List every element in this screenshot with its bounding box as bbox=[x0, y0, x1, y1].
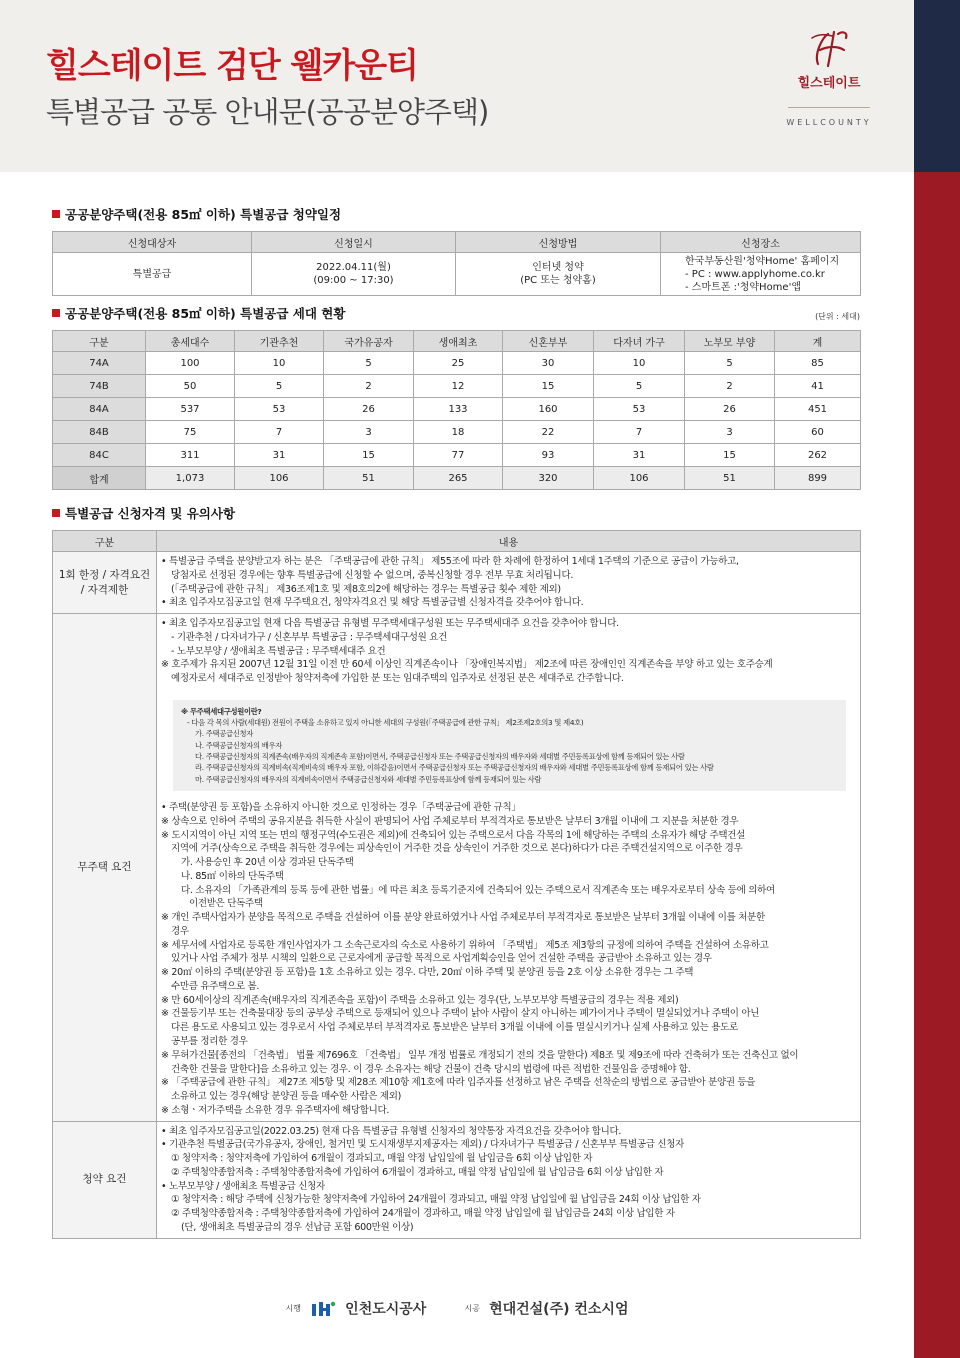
table-cell: 53 bbox=[594, 398, 685, 421]
content-line: • 주택(분양권 등 포함)을 소유하지 아니한 것으로 인정하는 경우「주택공급에 관한 규칙」 bbox=[161, 801, 521, 813]
row-label: 합계 bbox=[53, 467, 146, 490]
note-line: 라. 주택공급신청자의 직계비속(직계비속의 배우자 포함, 이하같음)이면서 주택공급신청자 또는 주택공급신청자의 배우자와 세대별 주민등록표상에 함께 등재되어 있는 사람 bbox=[195, 763, 714, 773]
bullet-square-icon bbox=[52, 509, 60, 517]
row-label: 84B bbox=[53, 421, 146, 444]
table-cell: 60 bbox=[775, 421, 861, 444]
content-line: ※ 무허가건물[종전의 「건축법」 법률 제7696호 「건축법」 일부 개정 법률로 개정되기 전의 것을 말한다) 제8조 및 제9조에 따라 건축허가 또는 건축신고 없이 bbox=[161, 1049, 799, 1061]
note-title: ※ 무주택세대구성원이란? bbox=[181, 706, 262, 716]
note-line: 다. 주택공급신청자의 직계존속(배우자의 직계존속 포함)이면서, 주택공급신청자 또는 주택공급신청자의 배우자와 세대별 주민등록표상에 함께 등재되어 있는 사람 bbox=[195, 752, 685, 762]
content-line: ※ 소형ㆍ저가주택을 소유한 경우 유주택자에 해당합니다. bbox=[161, 1104, 390, 1116]
executor-name: 인천도시공사 bbox=[345, 1301, 427, 1318]
hillstate-logo bbox=[774, 28, 884, 148]
table-header-cell: 신청장소 bbox=[661, 232, 861, 253]
side-strip-burgundy bbox=[914, 172, 960, 1358]
quals-title-text: 특별공급 신청자격 및 유의사항 bbox=[65, 506, 236, 521]
page-subtitle: 특별공급 공통 안내문(공공분양주택) bbox=[46, 95, 489, 129]
content-line: ※ 도시지역이 아닌 지역 또는 면의 행정구역(수도권은 제외)에 건축되어 있는 주택으로서 다음 각목의 1에 해당하는 주택의 소유자가 해당 주택건설 bbox=[161, 829, 746, 841]
logo-divider bbox=[788, 107, 870, 108]
table-cell: 899 bbox=[775, 467, 861, 490]
table-cell: 5 bbox=[685, 352, 775, 375]
table-row bbox=[53, 375, 861, 398]
table-cell: 26 bbox=[685, 398, 775, 421]
content-line: • 최초 입주자모집공고일 현재 다음 특별공급 유형별 무주택세대구성원 또는 무주택세대주 요건을 갖추어야 합니다. bbox=[161, 618, 619, 630]
table-cell: 262 bbox=[775, 444, 861, 467]
quals-row-no-house bbox=[53, 614, 861, 1122]
row-content bbox=[157, 614, 861, 1122]
content-line: • 노부모부양 / 생애최초 특별공급 신청자 bbox=[161, 1180, 325, 1192]
content-line: • 특별공급 주택을 분양받고자 하는 분은 「주택공급에 관한 규칙」 제55조에 따라 한 차례에 한정하여 1세대 1주택의 기준으로 공급이 가능하고, bbox=[161, 556, 739, 567]
table-cell: 75 bbox=[146, 421, 235, 444]
table-cell: 15 bbox=[685, 444, 775, 467]
schedule-method-sub: (PC 또는 청약홈) bbox=[520, 275, 596, 286]
table-header-cell: 기관추천 bbox=[235, 331, 324, 352]
table-header-cell: 생애최초 bbox=[414, 331, 503, 352]
content-line: 당첨자로 선정된 경우에는 향후 특별공급에 신청할 수 없으며, 중복신청할 경우 전부 무효 처리됩니다. bbox=[171, 569, 574, 581]
table-cell: 2 bbox=[324, 375, 414, 398]
side-color-strip bbox=[914, 0, 960, 1358]
row-label-line: / 자격제한 bbox=[80, 583, 129, 596]
content-line: - 기관추천 / 다자녀가구 / 신혼부부 특별공급 : 무주택세대구성원 요건 bbox=[171, 631, 447, 643]
content-line: 경우 bbox=[171, 925, 189, 937]
logo-text-en: WELLCOUNTY bbox=[786, 118, 872, 127]
table-row bbox=[53, 444, 861, 467]
page-header bbox=[0, 0, 914, 172]
row-label: 청약 요건 bbox=[53, 1121, 157, 1238]
schedule-section-title bbox=[52, 205, 860, 223]
schedule-time-line: (09:00 ~ 17:30) bbox=[313, 275, 394, 286]
row-label: 무주택 요건 bbox=[53, 614, 157, 1122]
table-cell: 311 bbox=[146, 444, 235, 467]
table-cell: 265 bbox=[414, 467, 503, 490]
units-title-text: 공공분양주택(전용 85㎡ 이하) 특별공급 세대 현황 bbox=[65, 306, 346, 321]
bullet-square-icon bbox=[52, 210, 60, 218]
note-line: 나. 주택공급신청자의 배우자 bbox=[195, 740, 283, 750]
content-line: ※ 세무서에 사업자로 등록한 개인사업자가 그 소속근로자의 숙소로 사용하기 위하여 「주택법」 제5조 제3항의 규정에 의하여 주택을 건설하여 소유하고 bbox=[161, 939, 769, 951]
note-line: - 다음 각 목의 사람(세대원) 전원이 주택을 소유하고 있지 아니한 세대의 구성원(「주택공급에 관한 규칙」 제2조제2호의3 및 제4호) bbox=[187, 718, 584, 728]
content-line: ① 청약저축 : 청약저축에 가입하여 6개월이 경과되고, 매월 약정 납입일에 월 납입금을 6회 이상 납입한 자 bbox=[171, 1153, 593, 1165]
schedule-method-line: 인터넷 청약 bbox=[532, 262, 584, 273]
table-cell: 12 bbox=[414, 375, 503, 398]
table-header-cell: 구분 bbox=[53, 331, 146, 352]
table-header-cell: 다자녀 가구 bbox=[594, 331, 685, 352]
content-line: • 최초 입주자모집공고일(2022.03.25) 현재 다음 특별공급 유형별 신청자의 청약통장 자격요건을 갖추어야 합니다. bbox=[161, 1125, 622, 1137]
table-cell: 30 bbox=[503, 352, 594, 375]
table-cell: 26 bbox=[324, 398, 414, 421]
row-content bbox=[157, 552, 861, 614]
content-line: ② 주택청약종합저축 : 주택청약종합저축에 가입하여 6개월이 경과하고, 매월 약정 납입일에 월 납입금을 6회 이상 납입한 자 bbox=[171, 1166, 664, 1178]
content-line: - 노부모부양 / 생애최초 특별공급 : 무주택세대주 요건 bbox=[171, 645, 386, 657]
schedule-row bbox=[53, 253, 861, 296]
content-line: 다른 용도로 사용되고 있는 경우로서 사업 주체로부터 부적격자로 통보받은 날부터 3개월 이내에 이를 멸실시키거나 실제 사용하고 있는 용도로 bbox=[171, 1022, 738, 1034]
executor-label: 시행 bbox=[285, 1304, 301, 1313]
page-footer bbox=[0, 1298, 914, 1322]
quals-table bbox=[52, 530, 861, 1239]
table-cell: 2 bbox=[685, 375, 775, 398]
quals-row-limit bbox=[53, 552, 861, 614]
schedule-date-line: 2022.04.11(월) bbox=[316, 262, 391, 273]
table-header-cell: 국가유공자 bbox=[324, 331, 414, 352]
content-line: 소유하고 있는 경우(해당 분양권 등을 매수한 사람은 제외) bbox=[171, 1091, 402, 1103]
table-cell: 85 bbox=[775, 352, 861, 375]
content-line: 다. 소유자의 「가족관계의 등록 등에 관한 법률」에 따른 최초 등록기준지에 건축되어 있는 주택으로서 직계존속 또는 배우자로부터 상속 등에 의하여 bbox=[181, 884, 775, 896]
note-line: 마. 주택공급신청자의 배우자의 직계비속이면서 주택공급신청자와 세대별 주민등록표상에 함께 등재되어 있는 사람 bbox=[195, 774, 542, 784]
table-cell: 320 bbox=[503, 467, 594, 490]
schedule-title-text: 공공분양주택(전용 85㎡ 이하) 특별공급 청약일정 bbox=[65, 207, 342, 222]
hillstate-h-icon bbox=[804, 28, 854, 70]
table-cell: 10 bbox=[594, 352, 685, 375]
table-cell: 53 bbox=[235, 398, 324, 421]
quals-section-title bbox=[52, 504, 860, 522]
content-line: ※ 20㎡ 이하의 주택(분양권 등 포함)을 1호 소유하고 있는 경우. 다만, 20㎡ 이하 주택 및 분양권 등을 2호 이상 소유한 경우는 그 주택 bbox=[161, 967, 694, 979]
table-cell: 7 bbox=[594, 421, 685, 444]
table-cell: 25 bbox=[414, 352, 503, 375]
table-cell: 5 bbox=[594, 375, 685, 398]
table-cell: 5 bbox=[324, 352, 414, 375]
content-line: 공부를 정리한 경우 bbox=[171, 1035, 248, 1047]
content-line: ※ 개인 주택사업자가 분양을 목적으로 주택을 건설하여 이를 분양 완료하였거나 사업 주체로부터 부적격자로 통보받은 날부터 3개월 이내에 이를 처분한 bbox=[161, 912, 765, 924]
content-line: 건축한 건물을 말한다]을 소유하고 있는 경우. 이 경우 소유자는 해당 건물이 건축 당시의 법령에 따른 적법한 건물임을 증명해야 함. bbox=[171, 1063, 691, 1075]
table-cell: 537 bbox=[146, 398, 235, 421]
definition-note-box bbox=[173, 700, 846, 791]
content-line: (「주택공급에 관한 규칙」 제36조제1호 및 제8호의2에 해당하는 경우는 특별공급 횟수 제한 제외) bbox=[171, 583, 561, 595]
content-line: ② 주택청약종합저축 : 주택청약종합저축에 가입하여 24개월이 경과하고, 매월 약정 납입일에 월 납입금을 24회 이상 납입한 자 bbox=[171, 1208, 675, 1220]
table-header-cell: 내용 bbox=[157, 531, 861, 552]
table-row bbox=[53, 352, 861, 375]
table-cell: 10 bbox=[235, 352, 324, 375]
row-label: 84C bbox=[53, 444, 146, 467]
content-line: 수만큼 유주택으로 봄. bbox=[171, 980, 260, 992]
schedule-method bbox=[456, 253, 661, 296]
table-cell: 15 bbox=[324, 444, 414, 467]
table-header-cell: 구분 bbox=[53, 531, 157, 552]
content-line: (단, 생애최초 특별공급의 경우 선납금 포함 600만원 이상) bbox=[181, 1221, 414, 1233]
quals-row-account bbox=[53, 1121, 861, 1238]
row-label bbox=[53, 552, 157, 614]
content-line: ※ 건물등기부 또는 건축물대장 등의 공부상 주택으로 등재되어 있으나 주택이 낡아 사람이 살지 아니하는 폐가이거나 주택이 멸실되었거나 주택이 아닌 bbox=[161, 1008, 760, 1020]
content-line: • 최초 입주자모집공고일 현재 무주택요건, 청약자격요건 및 해당 특별공급별 신청자격을 갖추어야 합니다. bbox=[161, 597, 584, 609]
table-cell: 77 bbox=[414, 444, 503, 467]
table-header-cell: 계 bbox=[775, 331, 861, 352]
table-header-cell: 신혼부부 bbox=[503, 331, 594, 352]
row-label: 74A bbox=[53, 352, 146, 375]
content-line: ※ 호주제가 유지된 2007년 12월 31일 이전 만 60세 이상인 직계존속이나 「장애인복지법」 제2조에 따른 장애인인 직계존속을 부양 하고 있는 호주승계 bbox=[161, 659, 773, 671]
table-cell: 100 bbox=[146, 352, 235, 375]
main-content bbox=[52, 205, 860, 1239]
content-line: 가. 사용승인 후 20년 이상 경과된 단독주택 bbox=[181, 857, 354, 869]
schedule-table bbox=[52, 231, 861, 296]
table-cell: 50 bbox=[146, 375, 235, 398]
units-table bbox=[52, 330, 861, 490]
note-line: 가. 주택공급신청자 bbox=[195, 729, 254, 739]
logo-text-ko: 힐스테이트 bbox=[797, 76, 861, 91]
table-cell: 133 bbox=[414, 398, 503, 421]
table-header-cell: 신청대상자 bbox=[53, 232, 252, 253]
table-cell: 106 bbox=[235, 467, 324, 490]
table-cell: 7 bbox=[235, 421, 324, 444]
table-cell: 5 bbox=[235, 375, 324, 398]
table-cell: 15 bbox=[503, 375, 594, 398]
schedule-date bbox=[252, 253, 456, 296]
content-line: 예정자로서 세대주로 인정받아 청약저축에 가입한 분 또는 임대주택의 입주자로 선정된 분은 세대주로 간주합니다. bbox=[171, 673, 624, 685]
content-line: 지역에 거주(상속으로 주택을 취득한 경우에는 피상속인이 거주한 것을 상속인이 거주한 것으로 본다)하다가 다른 주택건설지역으로 이주한 경우 bbox=[171, 843, 743, 855]
page-title: 힐스테이트 검단 웰카운티 bbox=[46, 46, 418, 86]
table-cell: 93 bbox=[503, 444, 594, 467]
table-cell: 22 bbox=[503, 421, 594, 444]
schedule-place-pc: - PC : www.applyhome.co.kr bbox=[685, 268, 825, 280]
builder-name: 현대건설(주) 컨소시엄 bbox=[489, 1301, 629, 1318]
table-cell: 160 bbox=[503, 398, 594, 421]
content-line: 있거나 사업 주체가 정부 시책의 일환으로 근로자에게 공급할 목적으로 사업계획승인을 얻어 건설한 주택을 공급받아 소유하고 있는 경우 bbox=[171, 953, 712, 965]
table-cell: 3 bbox=[685, 421, 775, 444]
schedule-place-line: 한국부동산원'청약Home' 홈페이지 bbox=[685, 255, 840, 267]
bullet-square-icon bbox=[52, 309, 60, 317]
units-unit-note: (단위 : 세대) bbox=[815, 312, 860, 321]
builder-label: 시공 bbox=[464, 1304, 480, 1313]
schedule-target: 특별공급 bbox=[53, 253, 252, 296]
table-cell: 31 bbox=[594, 444, 685, 467]
content-line: ※ 상속으로 인하여 주택의 공유지분을 취득한 사실이 판명되어 사업 주체로부터 부적격자로 통보받은 날부터 3개월 이내에 그 지분을 처분한 경우 bbox=[161, 815, 739, 827]
table-header-cell: 신청방법 bbox=[456, 232, 661, 253]
table-header-cell: 신청일시 bbox=[252, 232, 456, 253]
ih-corporation-logo-icon bbox=[310, 1300, 336, 1318]
schedule-header-row bbox=[53, 232, 861, 253]
table-cell: 51 bbox=[685, 467, 775, 490]
table-cell: 41 bbox=[775, 375, 861, 398]
table-header-cell: 총세대수 bbox=[146, 331, 235, 352]
row-label: 84A bbox=[53, 398, 146, 421]
content-line: 이전받은 단독주택 bbox=[189, 898, 263, 910]
table-row bbox=[53, 421, 861, 444]
table-row bbox=[53, 398, 861, 421]
table-header-cell: 노부모 부양 bbox=[685, 331, 775, 352]
units-section-title bbox=[52, 304, 345, 322]
content-line: 나. 85㎡ 이하의 단독주택 bbox=[181, 870, 284, 882]
row-content bbox=[157, 1121, 861, 1238]
row-label-line: 1회 한정 / 자격요건 bbox=[58, 568, 151, 581]
table-cell: 451 bbox=[775, 398, 861, 421]
content-line: ① 청약저축 : 해당 주택에 신청가능한 청약저축에 가입하여 24개월이 경과되고, 매월 약정 납입일에 월 납입금을 24회 이상 납입한 자 bbox=[171, 1194, 701, 1206]
content-line: • 기관추천 특별공급(국가유공자, 장애인, 철거민 및 도시재생부지제공자는 제외) / 다자녀가구 특별공급 / 신혼부부 특별공급 신청자 bbox=[161, 1139, 685, 1151]
table-cell: 18 bbox=[414, 421, 503, 444]
schedule-place bbox=[661, 253, 861, 296]
total-row bbox=[53, 467, 861, 490]
table-cell: 1,073 bbox=[146, 467, 235, 490]
table-cell: 31 bbox=[235, 444, 324, 467]
table-cell: 51 bbox=[324, 467, 414, 490]
content-line: ※ 만 60세이상의 직계존속(배우자의 직계존속을 포함)이 주택을 소유하고 있는 경우(단, 노부모부양 특별공급의 경우는 적용 제외) bbox=[161, 994, 679, 1006]
table-cell: 3 bbox=[324, 421, 414, 444]
units-header-row bbox=[53, 331, 861, 352]
quals-header-row bbox=[53, 531, 861, 552]
schedule-place-mobile: - 스마트폰 :'청약Home'앱 bbox=[685, 281, 801, 293]
content-line: ※ 「주택공급에 관한 규칙」 제27조 제5항 및 제28조 제10항 제1호에 따라 입주자를 선정하고 남은 주택을 선착순의 방법으로 공급받아 분양권 등을 bbox=[161, 1077, 756, 1089]
side-strip-navy bbox=[914, 0, 960, 172]
table-cell: 106 bbox=[594, 467, 685, 490]
row-label: 74B bbox=[53, 375, 146, 398]
